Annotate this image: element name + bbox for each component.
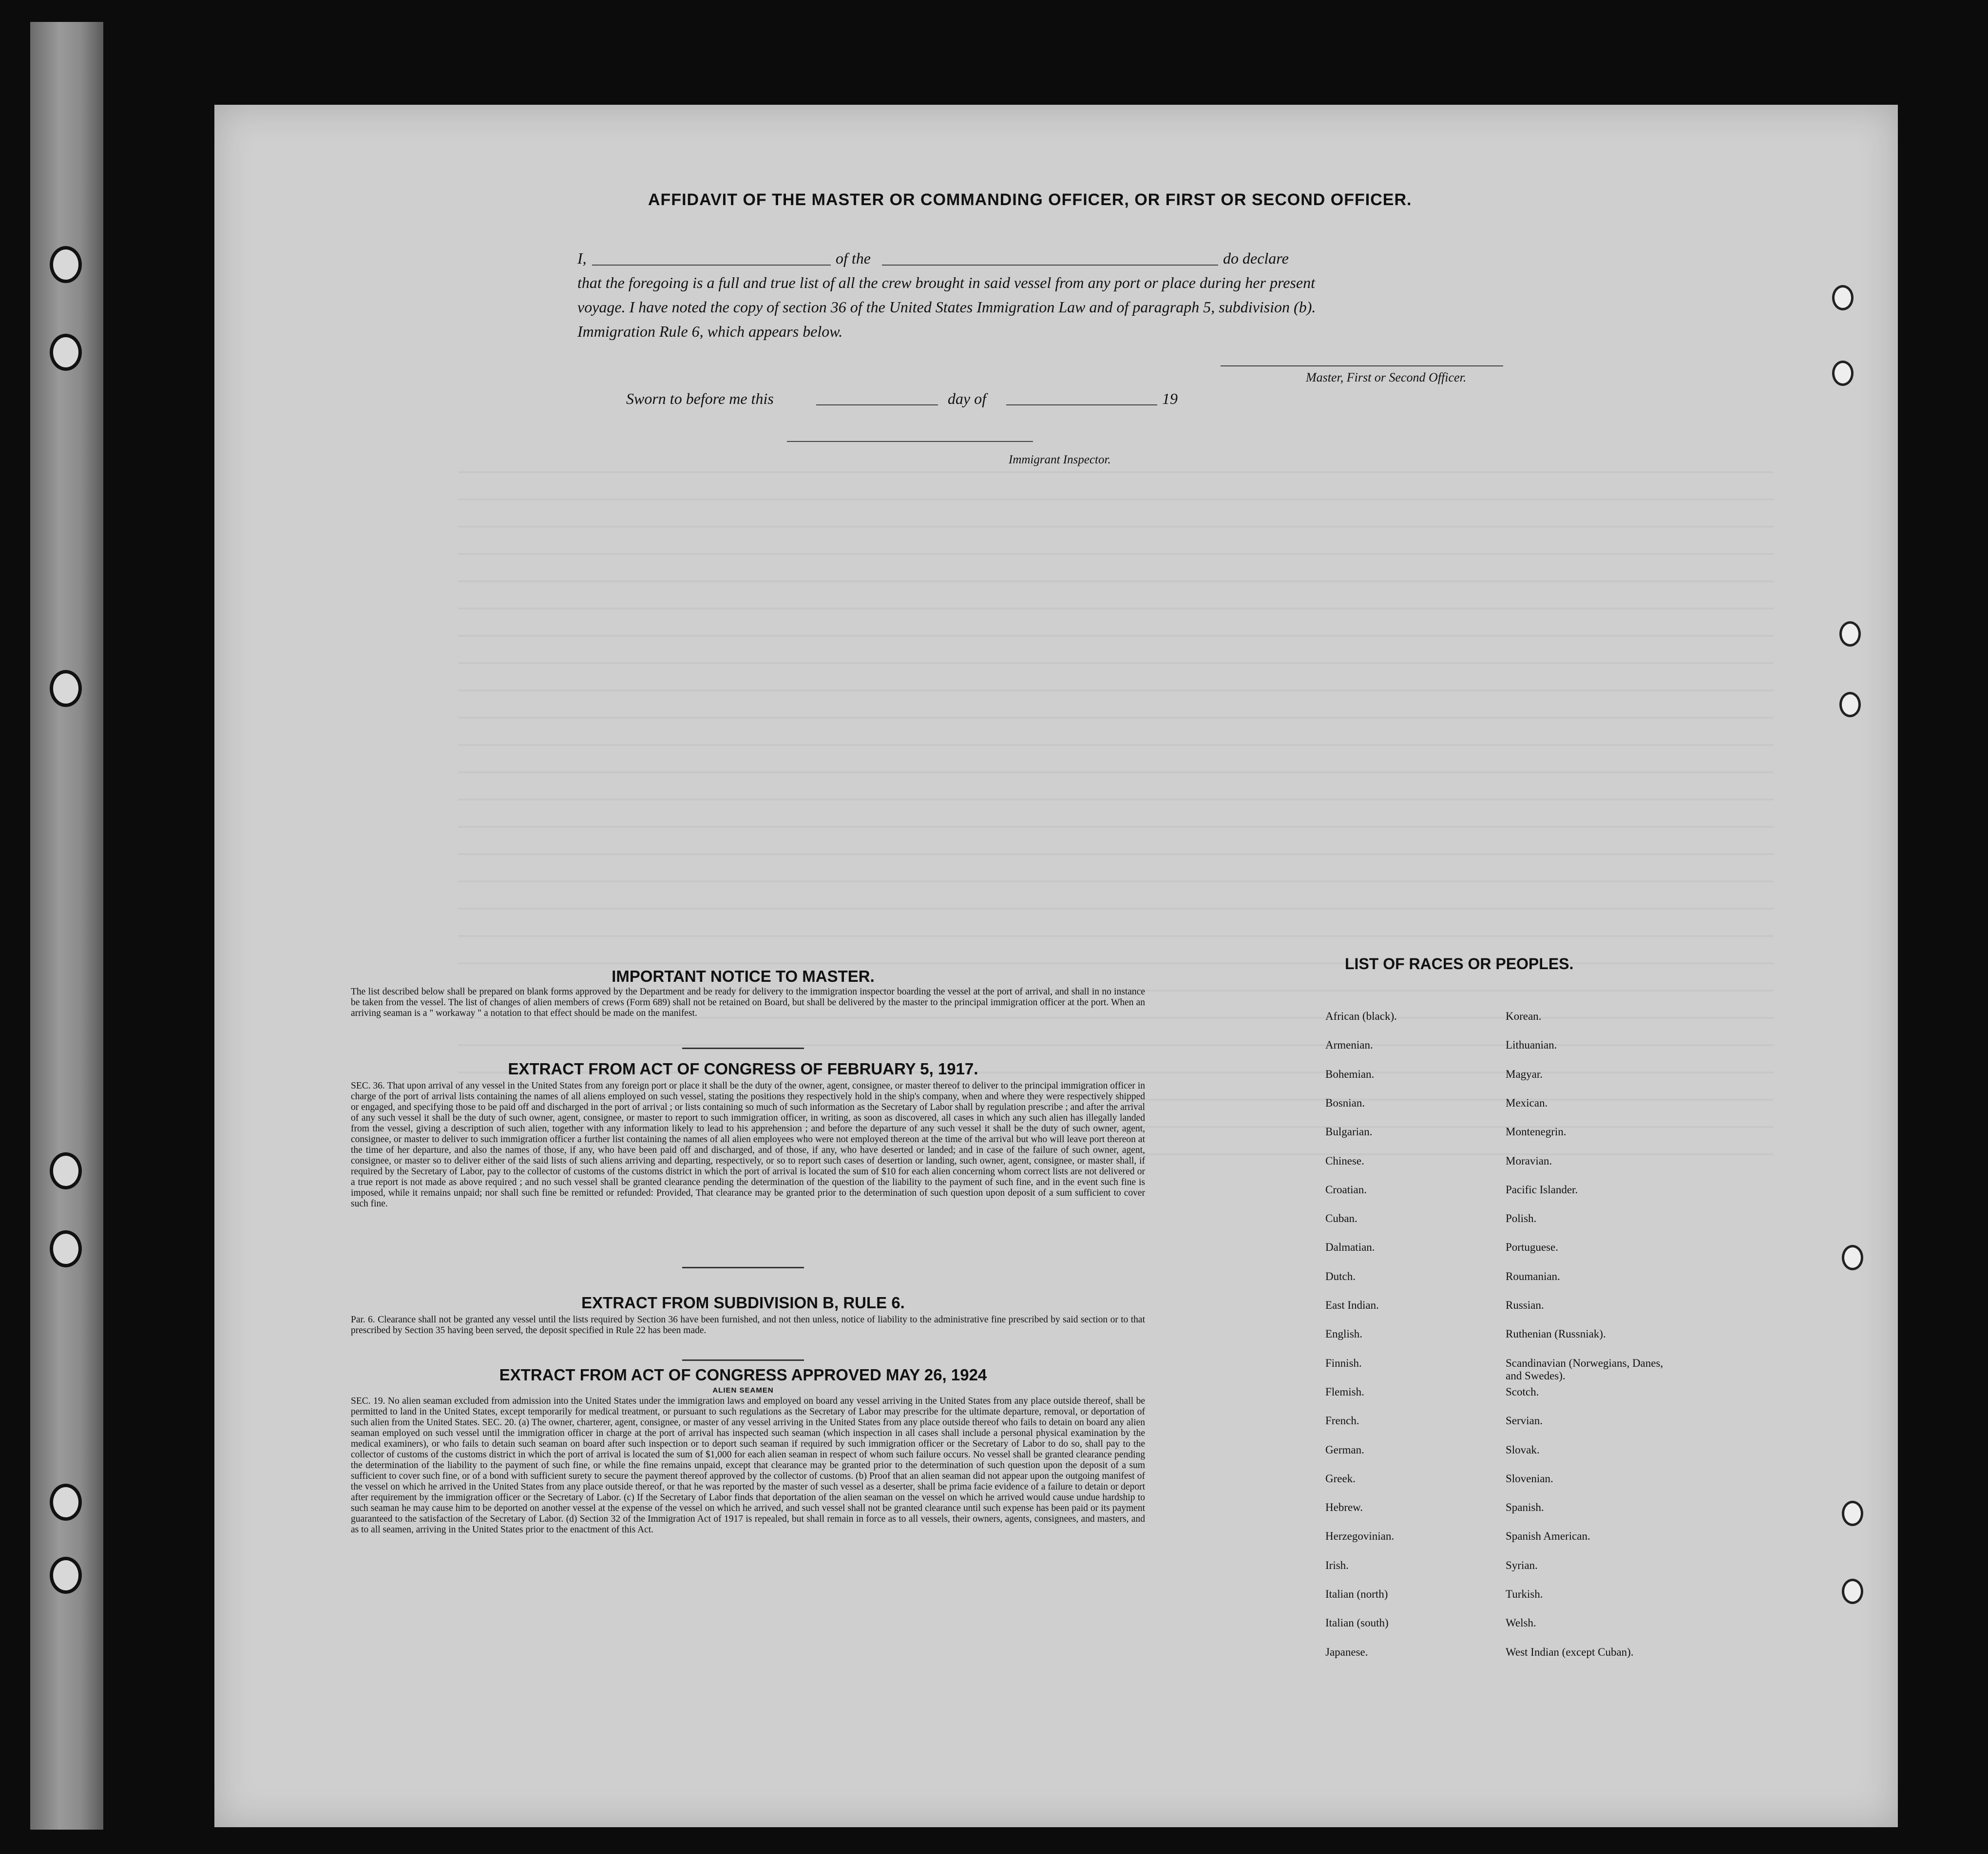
- affidavit-i: I,: [577, 249, 587, 267]
- race-item: Montenegrin.: [1506, 1126, 1567, 1138]
- race-item: Slovak.: [1506, 1443, 1540, 1456]
- race-item: Portuguese.: [1506, 1241, 1558, 1254]
- divider: [682, 1267, 804, 1268]
- punch-hole: [1842, 1245, 1863, 1270]
- races-title: LIST OF RACES OR PEOPLES.: [1345, 955, 1574, 973]
- race-item: Scotch.: [1506, 1385, 1539, 1398]
- affidavit-title: AFFIDAVIT OF THE MASTER OR COMMANDING OFFICER, OR FIRST OR SECOND OFFICER.: [648, 191, 1412, 209]
- race-item: Russian.: [1506, 1299, 1544, 1311]
- race-item: English.: [1325, 1328, 1363, 1340]
- extract-1924-title: EXTRACT FROM ACT OF CONGRESS APPROVED MAY 26, 1924: [499, 1366, 987, 1384]
- race-item: East Indian.: [1325, 1299, 1379, 1311]
- race-item: Bohemian.: [1325, 1068, 1375, 1080]
- race-item: Welsh.: [1506, 1617, 1536, 1629]
- extract-1924-text: SEC. 19. No alien seaman excluded from admission into the United States under the immigration laws and employed on board any vessel arriving in the United States from any place outside thereof, shall be permitted to land in the United States, except temporarily for medical treatment, or pursuant to such regulations as the Secretary of Labor may prescribe for the ultimate departure, removal, or deportation of such alien from the United States. SEC. 20. (a) The owner, charterer, agent, consignee, or master of any vessel arriving in the United States from any place outside thereof who fails to detain on board any alien seaman employed on such vessel until the immigration officer in charge at the port of arrival has inspected such seaman (which inspection in all cases shall include a personal physical examination by the medical examiners), or who fails to detain such seaman on board after such inspection or to deport such seaman if required by such immigration officer or the Secretary of Labor to do so, shall pay to the collector of customs of the customs district in which the port of arrival is located the sum of $1,000 for each alien seaman in respect of whom such failure occurs. No vessel shall be granted clearance pending the determination of the liability to the payment of such fine, or while the fine remains unpaid, except that clearance may be granted prior to the determination of such question upon the deposit of a sum sufficient to cover such fine, or of a bond with sufficient surety to secure the payment thereof approved by the collector of customs. (b) Proof that an alien seaman did not appear upon the outgoing manifest of the vessel on which he arrived in the United States from any place outside thereof, or that he was reported by the master of such vessel as a deserter, shall be prima facie evidence of a failure to detain or deport after requirement by the immigration officer or the Secretary of Labor. (c) If the Secretary of Labor finds that deportation of the alien seaman on the vessel on which he arrived would cause undue hardship to such seaman he may cause him to be deported on another vessel at the expense of the vessel on which he arrived, and such vessel shall not be granted clearance until such expense has been paid or its payment guaranteed to the satisfaction of the Secretary of Labor. (d) Section 32 of the Immigration Act of 1917 is repealed, but shall remain in force as to all vessels, their owners, agents, consignees, and masters, and as to all seamen, arriving in the United States prior to the enactment of this Act.: [351, 1396, 1145, 1535]
- race-item: Moravian.: [1506, 1154, 1552, 1167]
- race-item: Dalmatian.: [1325, 1241, 1375, 1254]
- rule6-title: EXTRACT FROM SUBDIVISION B, RULE 6.: [581, 1294, 905, 1312]
- race-item: Mexican.: [1506, 1096, 1548, 1109]
- race-item: Flemish.: [1325, 1385, 1364, 1398]
- race-item: Scandinavian (Norwegians, Danes, and Swedes).: [1506, 1357, 1663, 1382]
- race-item: Bosnian.: [1325, 1096, 1365, 1109]
- extract-1917-title: EXTRACT FROM ACT OF CONGRESS OF FEBRUARY 5, 1917.: [508, 1060, 978, 1078]
- race-item: Herzegovinian.: [1325, 1530, 1395, 1543]
- binding-strip: [30, 22, 103, 1830]
- vessel-blank[interactable]: [882, 265, 1218, 266]
- race-item: Italian (south): [1325, 1617, 1389, 1629]
- race-item: Dutch.: [1325, 1270, 1356, 1282]
- race-item: Japanese.: [1325, 1645, 1368, 1658]
- punch-hole: [1832, 285, 1854, 310]
- affidavit-line4: Immigration Rule 6, which appears below.: [577, 323, 843, 340]
- race-item: Korean.: [1506, 1010, 1542, 1022]
- race-item: French.: [1325, 1414, 1359, 1427]
- binding-hole: [50, 246, 82, 283]
- race-item: Croatian.: [1325, 1183, 1367, 1196]
- sworn-month-blank[interactable]: [1006, 404, 1157, 405]
- race-item: Roumanian.: [1506, 1270, 1560, 1282]
- extract-1924-subtitle: ALIEN SEAMEN: [712, 1386, 774, 1395]
- race-item: Syrian.: [1506, 1559, 1538, 1571]
- race-item: Lithuanian.: [1506, 1039, 1557, 1051]
- race-item: Spanish American.: [1506, 1530, 1590, 1543]
- name-blank[interactable]: [592, 265, 831, 266]
- punch-hole: [1832, 361, 1854, 386]
- punch-hole: [1842, 1501, 1863, 1526]
- punch-hole: [1842, 1579, 1863, 1604]
- affidavit-line3: voyage. I have noted the copy of section 36 of the United States Immigration Law and of paragraph 5, subdivision (b).: [577, 298, 1316, 316]
- race-item: African (black).: [1325, 1010, 1397, 1022]
- binding-hole: [50, 1557, 82, 1594]
- binding-hole: [50, 1152, 82, 1189]
- sworn-text: Sworn to before me this: [626, 390, 774, 407]
- punch-hole: [1839, 621, 1861, 647]
- race-item: Irish.: [1325, 1559, 1349, 1571]
- race-item: Cuban.: [1325, 1212, 1357, 1225]
- race-item: West Indian (except Cuban).: [1506, 1645, 1634, 1658]
- race-item: Slovenian.: [1506, 1472, 1553, 1485]
- binding-hole: [50, 670, 82, 707]
- binding-hole: [50, 1230, 82, 1267]
- race-item: Spanish.: [1506, 1501, 1544, 1514]
- race-item: German.: [1325, 1443, 1364, 1456]
- rule6-text: Par. 6. Clearance shall not be granted any vessel until the lists required by Section 36 have been furnished, and not then unless, notice of liability to the administrative fine prescribed by said section or to that prescribed by Section 35 having been served, the deposit specified in Rule 22 has been made.: [351, 1315, 1145, 1336]
- race-item: Italian (north): [1325, 1588, 1388, 1600]
- race-item: Greek.: [1325, 1472, 1356, 1485]
- race-item: Bulgarian.: [1325, 1126, 1373, 1138]
- affidavit-line2: that the foregoing is a full and true list of all the crew brought in said vessel from any port or place during her present: [577, 274, 1315, 291]
- binding-hole: [50, 334, 82, 371]
- divider: [682, 1359, 804, 1361]
- inspector-caption: Immigrant Inspector.: [1009, 453, 1111, 466]
- master-caption: Master, First or Second Officer.: [1306, 370, 1467, 384]
- race-item: Chinese.: [1325, 1154, 1364, 1167]
- manifest-page: [214, 105, 1898, 1827]
- race-item: Turkish.: [1506, 1588, 1543, 1600]
- divider: [682, 1048, 804, 1049]
- race-item: Pacific Islander.: [1506, 1183, 1578, 1196]
- race-item: Polish.: [1506, 1212, 1537, 1225]
- race-item: Hebrew.: [1325, 1501, 1363, 1514]
- notice-text: The list described below shall be prepared on blank forms approved by the Department and be ready for delivery to the immigration inspector boarding the vessel at the port of arrival, and shall in no instance be taken from the vessel. The list of changes of alien members of crews (Form 689) shall not be retained on Board, but shall be delivered by the master to the principal immigration officer at the port. When an arriving seaman is a " workaway " a notation to that effect should be made on the manifest.: [351, 987, 1145, 1018]
- master-signature-line[interactable]: [1221, 365, 1503, 366]
- affidavit-declare: do declare: [1223, 249, 1289, 267]
- affidavit-of-the: of the: [836, 249, 871, 267]
- punch-hole: [1839, 692, 1861, 717]
- race-item: Finnish.: [1325, 1357, 1362, 1369]
- inspector-signature-line[interactable]: [787, 441, 1033, 442]
- binding-hole: [50, 1484, 82, 1521]
- sworn-day-blank[interactable]: [816, 404, 938, 405]
- race-item: Magyar.: [1506, 1068, 1543, 1080]
- notice-title: IMPORTANT NOTICE TO MASTER.: [612, 967, 875, 985]
- sworn-year: 19: [1162, 390, 1178, 407]
- race-item: Servian.: [1506, 1414, 1543, 1427]
- race-item: Ruthenian (Russniak).: [1506, 1328, 1606, 1340]
- sworn-day-of: day of: [948, 390, 987, 407]
- extract-1917-text: SEC. 36. That upon arrival of any vessel in the United States from any foreign port or place it shall be the duty of the owner, agent, consignee, or master thereof to deliver to the principal immigration officer in charge of the port of arrival lists containing the names of all aliens employed on such vessel, stating the positions they respectively hold in the ship's company, when and where they were respectively shipped or engaged, and specifying those to be paid off and discharged in the port of arrival ; or lists containing so much of such information as the Secretary of Labor shall by regulation prescribe ; and after the arrival of any such vessel it shall be the duty of such owner, agent, consignee, or master to report to such immigration officer, in writing, as soon as discovered, all cases in which any such alien has illegally landed from the vessel, giving a description of such alien, together with any information likely to lead to his apprehension ; and before the departure of any such vessel it shall be the duty of such owner, agent, consignee, or master to deliver to such immigration officer a further list containing the names of all alien employees who were not employed thereon at the time of the arrival but who will leave port thereon at the time of her departure, and also the names of those, if any, who have been paid off and discharged, and of those, if any, who have deserted or landed; and in case of the failure of such owner, agent, consignee, or master so to deliver either of the said lists of such aliens arriving and departing, respectively, or so to report such cases of desertion or landing, such owner, agent, consignee, or master shall, if required by the Secretary of Labor, pay to the collector of customs of the customs district in which the port of arrival is located the sum of $10 for each alien concerning whom correct lists are not delivered or a true report is not made as above required ; and no such vessel shall be granted clearance pending the determination of the question of the liability to the payment of such fine, and in the event such fine is imposed, while it remains unpaid; nor shall such fine be remitted or refunded: Provided, That clearance may be granted prior to the determination of such question upon deposit of a sum sufficient to cover such fine.: [351, 1081, 1145, 1209]
- race-item: Armenian.: [1325, 1039, 1373, 1051]
